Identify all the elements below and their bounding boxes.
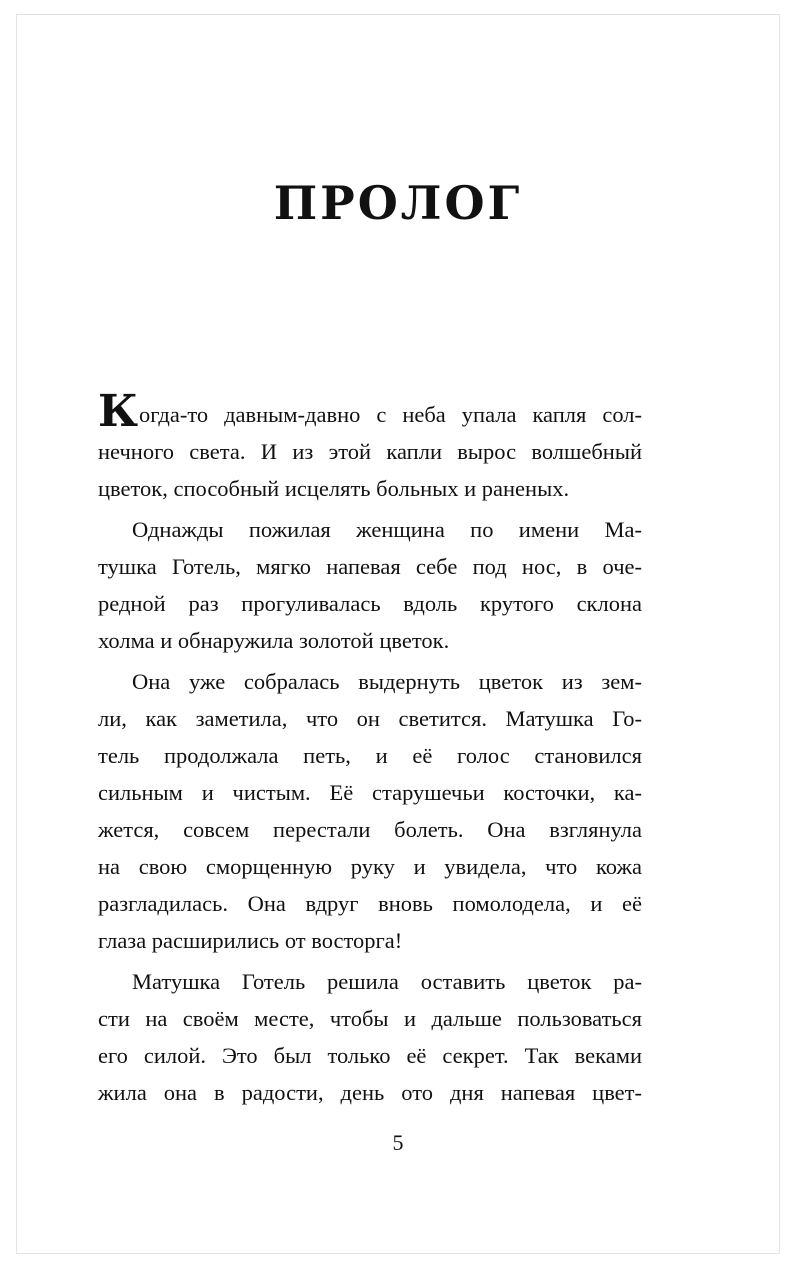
text-line-content: Она уже собралась выдернуть цветок из зем- xyxy=(132,669,642,694)
text-line: глаза расширились от восторга! xyxy=(98,928,403,953)
text-line: его силой. Это был только её секрет. Так веками xyxy=(98,1043,642,1068)
body-text xyxy=(98,386,642,1111)
text-line: холма и обнаружила золотой цветок. xyxy=(98,628,450,653)
text-line: разгладилась. Она вдруг вновь помолодела, и её xyxy=(98,891,642,916)
text-line xyxy=(98,386,642,437)
text-line-content: Матушка Готель решила оставить цветок ра- xyxy=(132,969,642,994)
text-line: редной раз прогуливалась вдоль крутого склона xyxy=(98,591,642,616)
page-number: 5 xyxy=(392,1130,404,1155)
text-line xyxy=(98,963,642,1000)
text-line: сти на своём месте, чтобы и дальше пользоваться xyxy=(98,1006,642,1031)
text-line: ли, как заметила, что он светится. Матушка Го- xyxy=(98,706,642,731)
text-line xyxy=(98,511,642,548)
text-line: цветок, способный исцелять больных и раненых. xyxy=(98,476,570,501)
drop-cap: К xyxy=(98,386,139,437)
text-line-content: Однажды пожилая женщина по имени Ма- xyxy=(132,517,642,542)
text-line: нечного света. И из этой капли вырос волшебный xyxy=(98,439,642,464)
text-line-rest: огда-то давным-давно с неба упала капля сол- xyxy=(139,402,642,427)
chapter-title: ПРОЛОГ xyxy=(273,176,523,230)
text-line xyxy=(98,663,642,700)
text-line: тушка Готель, мягко напевая себе под нос, в оче- xyxy=(98,554,642,579)
text-line: жила она в радости, день ото дня напевая цвет- xyxy=(98,1080,642,1105)
text-line: тель продолжала петь, и её голос становился xyxy=(98,743,642,768)
text-line: сильным и чистым. Её старушечьи косточки, ка- xyxy=(98,780,642,805)
text-line: жется, совсем перестали болеть. Она взглянула xyxy=(98,817,642,842)
text-line: на свою сморщенную руку и увидела, что кожа xyxy=(98,854,642,879)
